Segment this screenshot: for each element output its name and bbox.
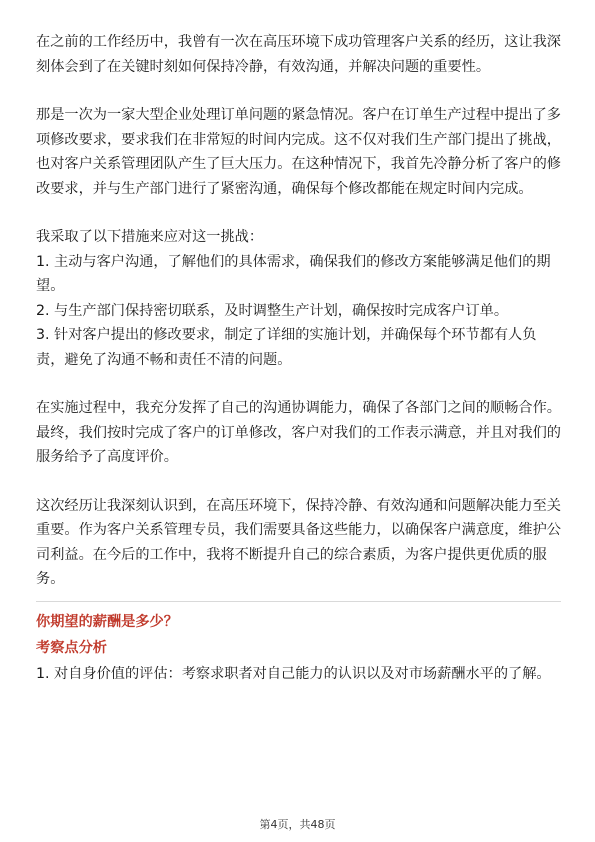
paragraph-situation: 那是一次为一家大型企业处理订单问题的紧急情况。客户在订单生产过程中提出了多项修改要求，要求我们在非常短的时间内完成。这不仅对我们生产部门提出了挑战，也对客户关系管理团队产生了巨大压力。在这种情况下，我首先冷静分析了客户的修改要求，并与生产部门进行了紧密沟通，确保每个修改都能在规定时间内完成。 (36, 107, 561, 197)
question-heading: 你期望的薪酬是多少？ (36, 613, 178, 630)
paragraph-measures-intro: 我采取了以下措施来应对这一挑战： (36, 229, 264, 245)
list-item: 3. 针对客户提出的修改要求，制定了详细的实施计划，并确保每个环节都有人负责，避免了沟通不畅和责任不清的问题。 (36, 327, 537, 368)
paragraph-intro: 在之前的工作经历中，我曾有一次在高压环境下成功管理客户关系的经历，这让我深刻体会到了在关键时刻如何保持冷静，有效沟通，并解决问题的重要性。 (36, 34, 561, 75)
list-item: 1. 主动与客户沟通，了解他们的具体需求，确保我们的修改方案能够满足他们的期望。 (36, 253, 551, 294)
paragraph-execution: 在实施过程中，我充分发挥了自己的沟通协调能力，确保了各部门之间的顺畅合作。最终，我们按时完成了客户的订单修改，客户对我们的工作表示满意，并且对我们的服务给予了高度评价。 (36, 400, 561, 465)
analysis-heading: 考察点分析 (36, 639, 107, 656)
analysis-item: 1. 对自身价值的评估：考察求职者对自己能力的认识以及对市场薪酬水平的了解。 (36, 665, 551, 682)
page-number: 第4页，共48页 (259, 818, 336, 831)
paragraph-conclusion: 这次经历让我深刻认识到，在高压环境下，保持冷静、有效沟通和问题解决能力至关重要。作为客户关系管理专员，我们需要具备这些能力，以确保客户满意度，维护公司利益。在今后的工作中，我将不断提升自己的综合素质，为客户提供更优质的服务。 (36, 497, 561, 587)
document-page (36, 30, 561, 686)
list-item: 2. 与生产部门保持密切联系，及时调整生产计划，确保按时完成客户订单。 (36, 302, 509, 319)
section-divider (36, 601, 561, 602)
